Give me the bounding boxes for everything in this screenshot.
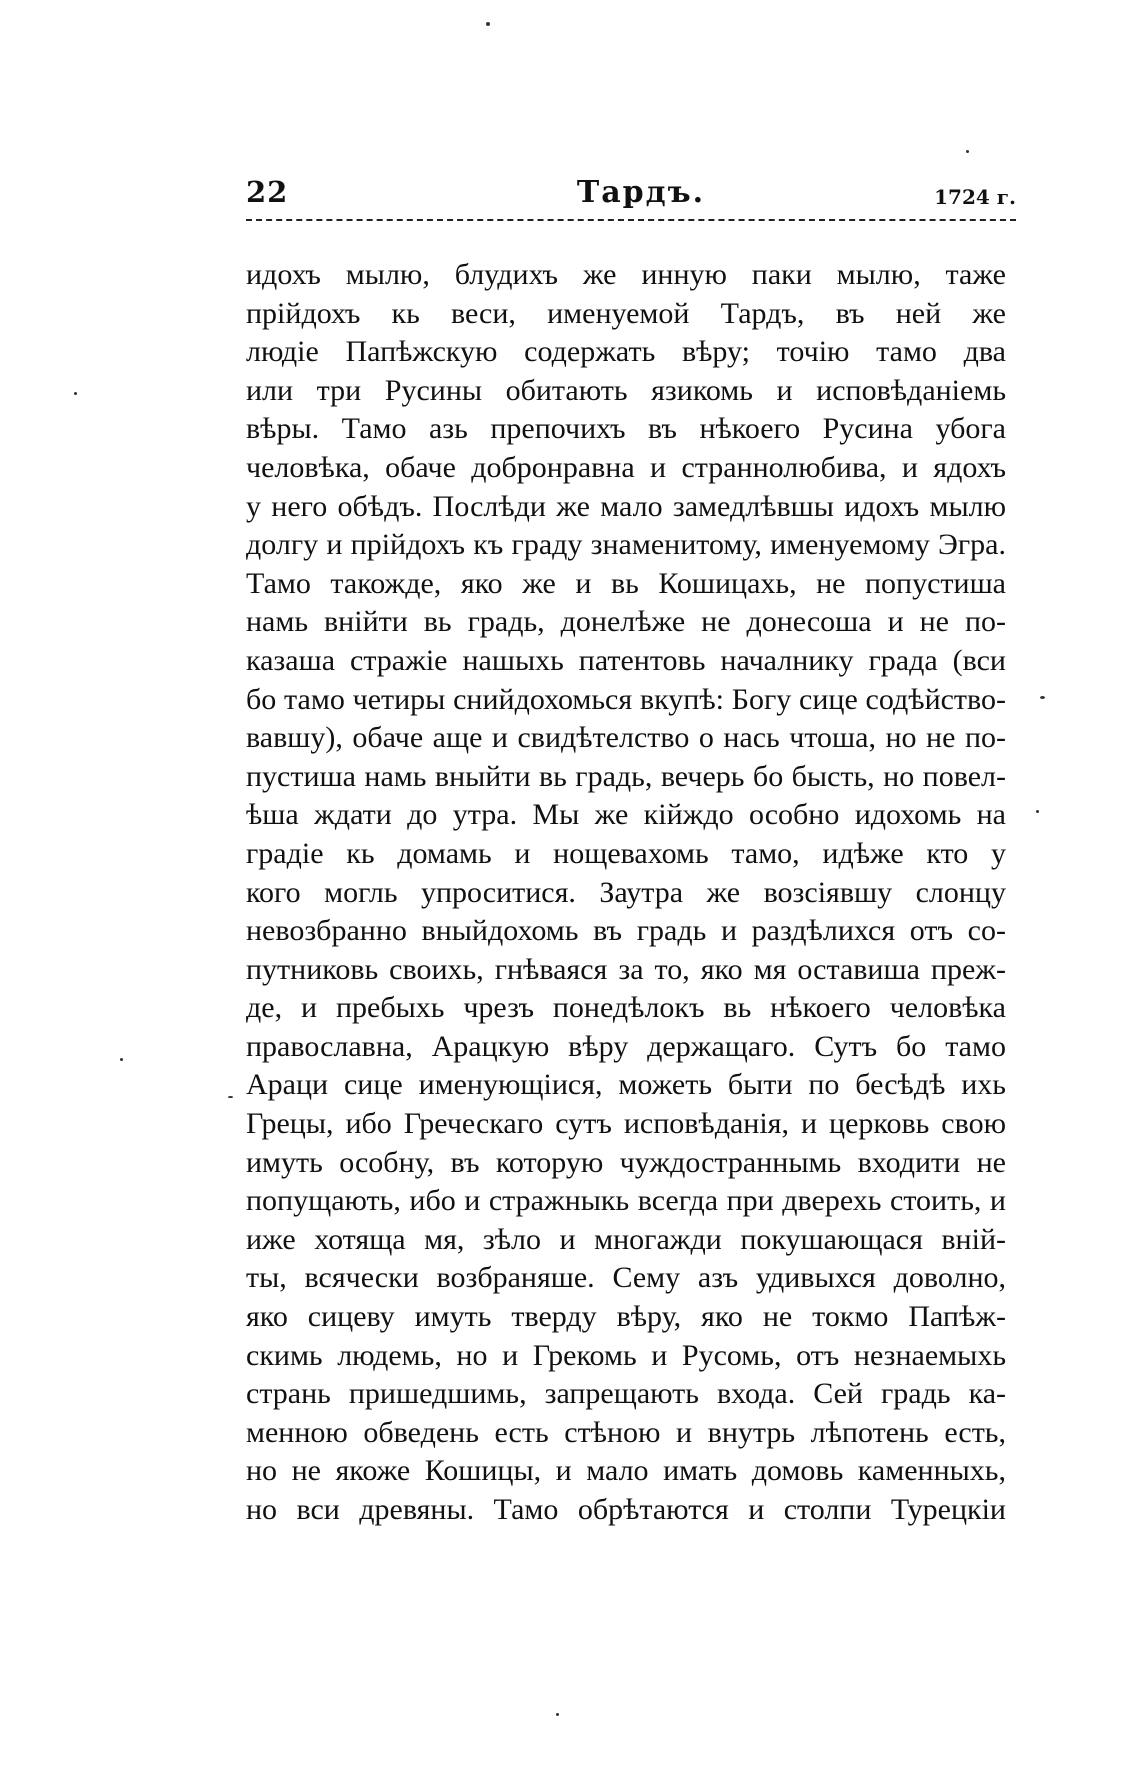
- text-line: казаша стражіе нашыхь патентовь началнику града (вси: [246, 643, 1006, 677]
- text-line: невозбранно вныйдохомь въ градь и раздѣлихся отъ со-: [246, 914, 1006, 948]
- text-line: скимь людемь, но и Грекомь и Русомь, отъ незнаемыхь: [246, 1338, 1006, 1372]
- text-line: иже хотяща мя, зѣло и многажди покушающася внiй-: [246, 1222, 1006, 1256]
- text-line: ты, всячески возбраняше. Сему азъ удивыхся доволно,: [246, 1261, 1006, 1295]
- print-speck: [74, 392, 77, 395]
- text-line: путниковь своихь, гнѣваяся за то, яко мя оставиша преж-: [246, 952, 1006, 986]
- text-line: прійдохъ кь веси, именуемой Тардъ, въ ней же: [246, 296, 1006, 330]
- page-header: [246, 175, 1016, 225]
- text-line: долгу и прійдохъ къ граду знаменитому, именуемому Эгра.: [246, 528, 1006, 562]
- text-line: попущають, ибо и стражныкь всегда при дверехь стоить, и: [246, 1184, 1006, 1218]
- text-line: у него обѣдъ. Послѣди же мало замедлѣвшы идохъ мылю: [246, 489, 1006, 523]
- text-line: менною обведень есть стѣною и внутрь лѣпотень есть,: [246, 1415, 1006, 1449]
- text-line: но не якоже Кошицы, и мало имать домовь каменныхь,: [246, 1454, 1006, 1488]
- print-speck: [966, 150, 969, 153]
- text-line: православна, Арацкую вѣру держащаго. Сутъ бо тамо: [246, 1029, 1006, 1063]
- page-number: 22: [246, 175, 289, 209]
- text-line: бо тамо четиры снийдохомься вкупѣ: Богу сице содѣйство-: [246, 682, 1006, 716]
- text-line: намь внійти вь градь, донелѣже не донесоша и не по-: [246, 605, 1006, 639]
- print-speck: [486, 22, 490, 26]
- text-line: Араци сице именующіися, можеть быти по бесѣдѣ ихь: [246, 1068, 1006, 1102]
- text-line: яко сицеву имуть тверду вѣру, яко не токмо Папѣж-: [246, 1300, 1006, 1334]
- text-line: людіе Папѣжскую содержать вѣру; точію тамо два: [246, 335, 1006, 369]
- text-line: или три Русины обитають язикомь и исповѣданіемь: [246, 373, 1006, 407]
- text-line: де, и пребыхь чрезъ понедѣлокъ вь нѣкоего человѣка: [246, 991, 1006, 1025]
- print-speck: [1040, 696, 1045, 699]
- print-speck: [120, 1058, 123, 1061]
- text-line: Тамо такожде, яко же и вь Кошицахь, не попустиша: [246, 566, 1006, 600]
- text-line: пустиша намь вныйти вь градь, вечерь бо бысть, но повел-: [246, 759, 1006, 793]
- text-line: вавшу), обаче аще и свидѣтелство о нась чтоша, но не по-: [246, 721, 1006, 755]
- text-line: кого могль упроситися. Заутра же возсіявшу слонцу: [246, 875, 1006, 909]
- print-speck: [556, 1713, 559, 1716]
- text-line: градіе кь домамь и нощевахомь тамо, идѣже кто у: [246, 836, 1006, 870]
- year-label: 1724 г.: [934, 185, 1016, 209]
- body-text: [246, 256, 1006, 1530]
- text-line: имуть особну, въ которую чуждостраннымь входити не: [246, 1145, 1006, 1179]
- text-line: вѣры. Тамо азь препочихъ въ нѣкоего Русина убога: [246, 412, 1006, 446]
- text-line: странь пришедшимь, запрещають входа. Сей градь ка-: [246, 1377, 1006, 1411]
- text-line: человѣка, обаче добронравна и страннолюбива, и ядохъ: [246, 450, 1006, 484]
- print-speck: [228, 1096, 233, 1098]
- text-line: ѣша ждати до утра. Мы же кійждо особно идохомь на: [246, 798, 1006, 832]
- text-line: Грецы, ибо Греческаго сутъ исповѣданія, и церковь свою: [246, 1107, 1006, 1141]
- text-line: идохъ мылю, блудихъ же инную паки мылю, таже: [246, 258, 1006, 291]
- header-rule: [246, 219, 1016, 221]
- print-speck: [1036, 810, 1039, 813]
- running-title: Тардъ.: [576, 175, 706, 210]
- text-line: но вси древяны. Тамо обрѣтаются и столпи Турецкіи: [246, 1493, 1006, 1526]
